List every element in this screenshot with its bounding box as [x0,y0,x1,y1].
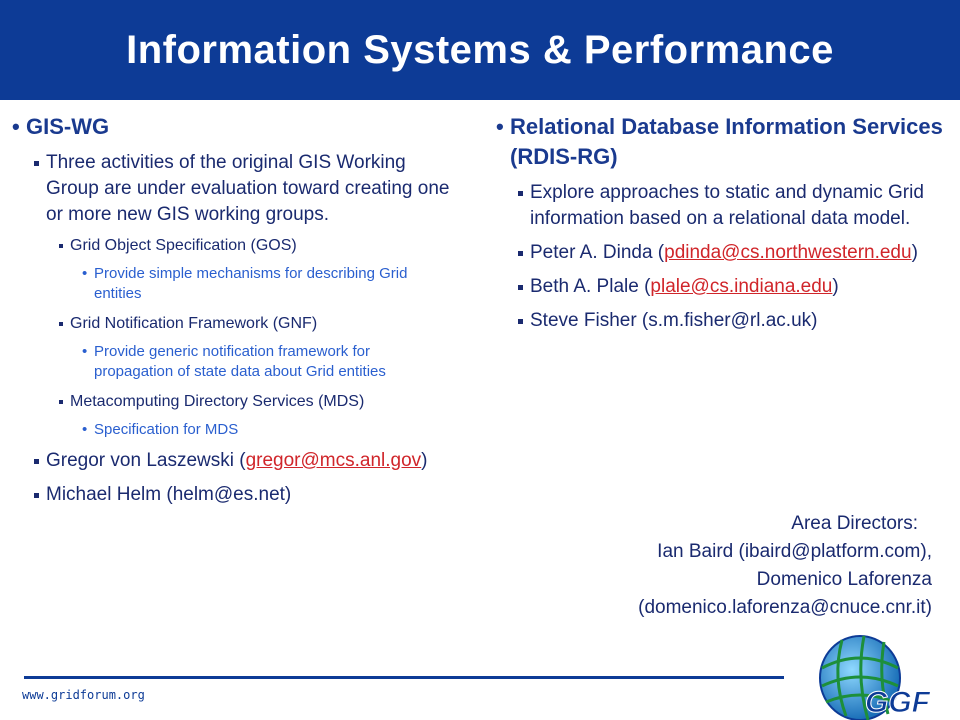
bullet-icon: • [496,114,504,139]
right-column [496,112,946,334]
area-director-line: Domenico Laforenza [756,569,932,590]
activity-item: Grid Notification Framework (GNF) [12,314,452,334]
rdis-intro-item: Explore approaches to static and dynamic Grid information based on a relational data model. [496,180,946,232]
area-directors [532,510,932,622]
activity-detail: • Provide generic notification framework for propagation of state data about Grid entities [82,343,386,380]
dot-bullet-icon: • [82,265,88,282]
square-bullet-icon [34,459,39,464]
logo-text: GGF [865,686,930,719]
contact-item: Michael Helm (helm@es.net) [12,482,452,508]
area-directors-title: Area Directors: [791,513,918,534]
footer-divider [24,676,784,679]
square-bullet-icon [34,493,39,498]
square-bullet-icon [59,322,63,326]
square-bullet-icon [518,319,523,324]
activity-item: Metacomputing Directory Services (MDS) [12,392,452,412]
contact-item: Steve Fisher (s.m.fisher@rl.ac.uk) [496,308,946,334]
gis-wg-heading: • GIS-WG [12,112,452,142]
title-bar [0,0,960,100]
square-bullet-icon [518,251,523,256]
dot-bullet-icon: • [82,421,88,438]
activity-detail: • Provide simple mechanisms for describing Grid entities [82,265,408,302]
area-director-line: Ian Baird (ibaird@platform.com), [657,541,932,562]
activity-detail: • Specification for MDS [82,421,239,438]
square-bullet-icon [34,161,39,166]
square-bullet-icon [518,285,523,290]
email-link[interactable]: gregor@mcs.anl.gov [245,450,422,471]
square-bullet-icon [59,244,63,248]
globe-grid-logo-icon [812,628,936,720]
email-link[interactable]: pdinda@cs.northwestern.edu [664,242,912,263]
email-link[interactable]: plale@cs.indiana.edu [650,276,833,297]
bullet-icon: • [12,114,20,139]
dot-bullet-icon: • [82,343,88,360]
contact-item: Peter A. Dinda (pdinda@cs.northwestern.edu) [496,240,946,266]
contact-item: Gregor von Laszewski (gregor@mcs.anl.gov) [12,448,452,474]
gis-intro-item: Three activities of the original GIS Working Group are under evaluation toward creating one or more new GIS working groups. [12,150,452,228]
area-director-line: (domenico.laforenza@cnuce.cnr.it) [638,597,932,618]
square-bullet-icon [59,400,63,404]
contact-item: Beth A. Plale (plale@cs.indiana.edu) [496,274,946,300]
footer-url[interactable]: www.gridforum.org [22,688,145,702]
activity-item: Grid Object Specification (GOS) [12,236,452,256]
slide-title: Information Systems & Performance [126,27,834,72]
rdis-rg-heading: • Relational Database Information Services (RDIS-RG) [496,114,943,169]
left-column [12,112,452,508]
square-bullet-icon [518,191,523,196]
